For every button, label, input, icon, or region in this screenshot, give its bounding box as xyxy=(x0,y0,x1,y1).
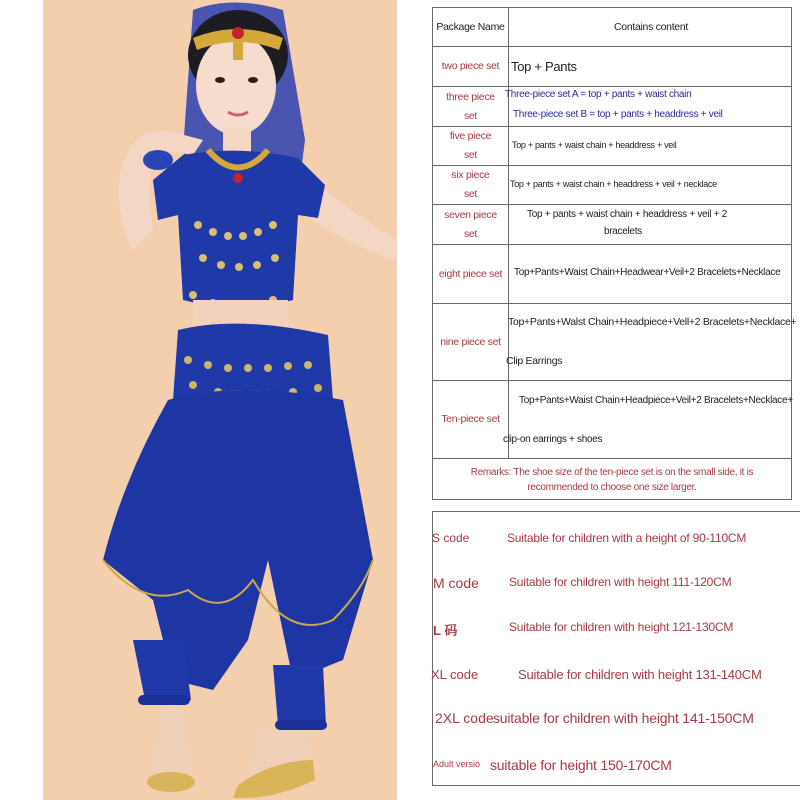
header-contains-content: Contains content xyxy=(614,21,689,33)
package-content: Top+Pants+Walst Chain+Headpiece+Vell+2 Bracelets+Necklace+ xyxy=(508,316,797,328)
remarks-text: Remarks: The shoe size of the ten-piece set is on the small side, it is recommended to choose one size larger. xyxy=(470,467,754,493)
package-name: two piece set xyxy=(433,47,509,86)
package-content: Top + pants + waist chain + headdress + veil xyxy=(512,140,677,150)
size-chart xyxy=(432,511,800,786)
size-code: L 码 xyxy=(433,623,458,638)
size-code: XL code xyxy=(431,667,479,682)
size-description: suitable for children with height 141-150CM xyxy=(493,710,754,726)
header-package-name: Package Name xyxy=(433,8,509,46)
package-name: eight piece set xyxy=(433,245,509,303)
package-name: Ten-piece set xyxy=(433,381,509,458)
size-code: S code xyxy=(432,531,470,545)
package-name: six piece set xyxy=(433,166,509,204)
size-code: M code xyxy=(433,575,479,591)
size-description: Suitable for children with height 131-140CM xyxy=(518,667,762,682)
package-name: three piece set xyxy=(433,87,509,126)
size-description: Suitable for children with height 121-130CM xyxy=(509,620,734,634)
costume-illustration xyxy=(43,0,397,800)
table-row xyxy=(433,304,797,381)
remarks-row xyxy=(433,459,791,501)
package-content: Top+Pants+Waist Chain+Headwear+Veil+2 Bracelets+Necklace xyxy=(514,267,781,278)
package-content: Top + Pants xyxy=(511,59,577,74)
table-row xyxy=(433,127,791,166)
package-content: Three-piece set B = top + pants + headdress + veil xyxy=(513,109,723,120)
table-header-row xyxy=(433,8,791,47)
table-row xyxy=(433,245,791,304)
package-content: Clip Earrings xyxy=(506,355,563,367)
package-content: Three-piece set A = top + pants + waist chain xyxy=(505,89,692,100)
package-name: seven piece set xyxy=(433,205,509,244)
table-row xyxy=(433,47,791,87)
package-name: nine piece set xyxy=(433,304,509,380)
size-description: suitable for height 150-170CM xyxy=(490,757,672,773)
package-content: Top+Pants+Waist Chain+Headpiece+Veil+2 Bracelets+Necklace+ xyxy=(519,395,793,406)
size-description: Suitable for children with a height of 90-110CM xyxy=(507,531,747,545)
product-photo xyxy=(43,0,397,800)
package-name: five piece set xyxy=(433,127,509,165)
size-code: Adult versio xyxy=(433,759,481,769)
size-description: Suitable for children with height 111-120CM xyxy=(509,575,732,589)
package-content: clip-on earrings + shoes xyxy=(503,434,603,445)
package-content: bracelets xyxy=(604,226,642,237)
package-table xyxy=(432,7,797,500)
package-content: Top + pants + waist chain + headdress + veil + necklace xyxy=(510,179,717,189)
table-row xyxy=(433,166,791,205)
table-row xyxy=(433,381,791,459)
package-content: Top + pants + waist chain + headdress + veil + 2 xyxy=(527,209,727,220)
table-row xyxy=(433,87,791,127)
size-code: 2XL code xyxy=(435,710,494,726)
table-row xyxy=(433,205,791,245)
